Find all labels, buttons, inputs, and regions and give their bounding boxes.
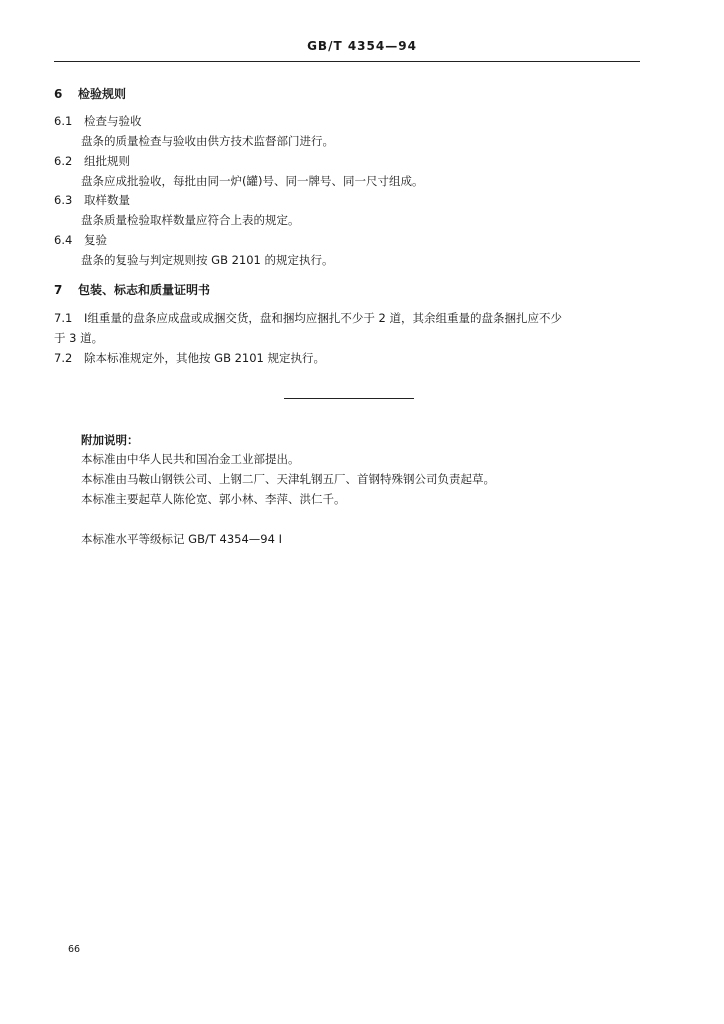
section-title: 组批规则 (84, 154, 130, 168)
section-number: 6 (54, 87, 63, 101)
section-7-2-body (54, 351, 325, 365)
section-number: 7.2 (54, 351, 73, 365)
end-of-body-rule (284, 398, 414, 399)
paragraph-line: Ⅰ组重量的盘条应成盘或成捆交货，盘和捆均应捆扎不少于 2 道，其余组重量的盘条捆扎应不少 (84, 311, 563, 325)
section-number: 6.3 (54, 193, 73, 207)
section-6-3-body: 盘条质量检验取样数量应符合上表的规定。 (81, 213, 300, 227)
notes-heading: 附加说明： (81, 433, 139, 447)
standard-level-mark: 本标准水平等级标记 GB/T 4354—94 I (81, 532, 282, 546)
section-number: 7.1 (54, 311, 73, 325)
header-rule (54, 61, 640, 62)
section-title: 复验 (84, 233, 107, 247)
section-title: 检查与验收 (84, 114, 142, 128)
section-title: 包装、标志和质量证明书 (78, 283, 211, 297)
section-6-1-heading (54, 114, 142, 128)
notes-line: 本标准主要起草人陈伦宽、郭小林、李萍、洪仁千。 (81, 492, 346, 506)
notes-line: 本标准由中华人民共和国冶金工业部提出。 (81, 452, 300, 466)
section-6-4-heading (54, 233, 107, 247)
section-6-3-heading (54, 193, 130, 207)
section-number: 7 (54, 283, 63, 297)
section-6-2-heading (54, 154, 130, 168)
section-title: 取样数量 (84, 193, 130, 207)
section-6-heading (54, 87, 126, 101)
section-number: 6.4 (54, 233, 73, 247)
section-number: 6.1 (54, 114, 73, 128)
page-header: GB/T 4354—94 (307, 39, 417, 53)
section-7-heading (54, 283, 210, 297)
paragraph-line: 除本标准规定外，其他按 GB 2101 规定执行。 (84, 351, 326, 365)
section-6-4-body: 盘条的复验与判定规则按 GB 2101 的规定执行。 (81, 253, 334, 267)
notes-line: 本标准由马鞍山钢铁公司、上钢二厂、天津轧钢五厂、首钢特殊钢公司负责起草。 (81, 472, 495, 486)
section-7-1-body (54, 311, 562, 325)
section-title: 检验规则 (78, 87, 127, 101)
page-number: 66 (68, 944, 81, 955)
section-number: 6.2 (54, 154, 73, 168)
section-7-1-body-continued: 于 3 道。 (54, 331, 104, 345)
section-6-2-body: 盘条应成批验收，每批由同一炉(罐)号、同一牌号、同一尺寸组成。 (81, 174, 424, 188)
section-6-1-body: 盘条的质量检查与验收由供方技术监督部门进行。 (81, 134, 334, 148)
